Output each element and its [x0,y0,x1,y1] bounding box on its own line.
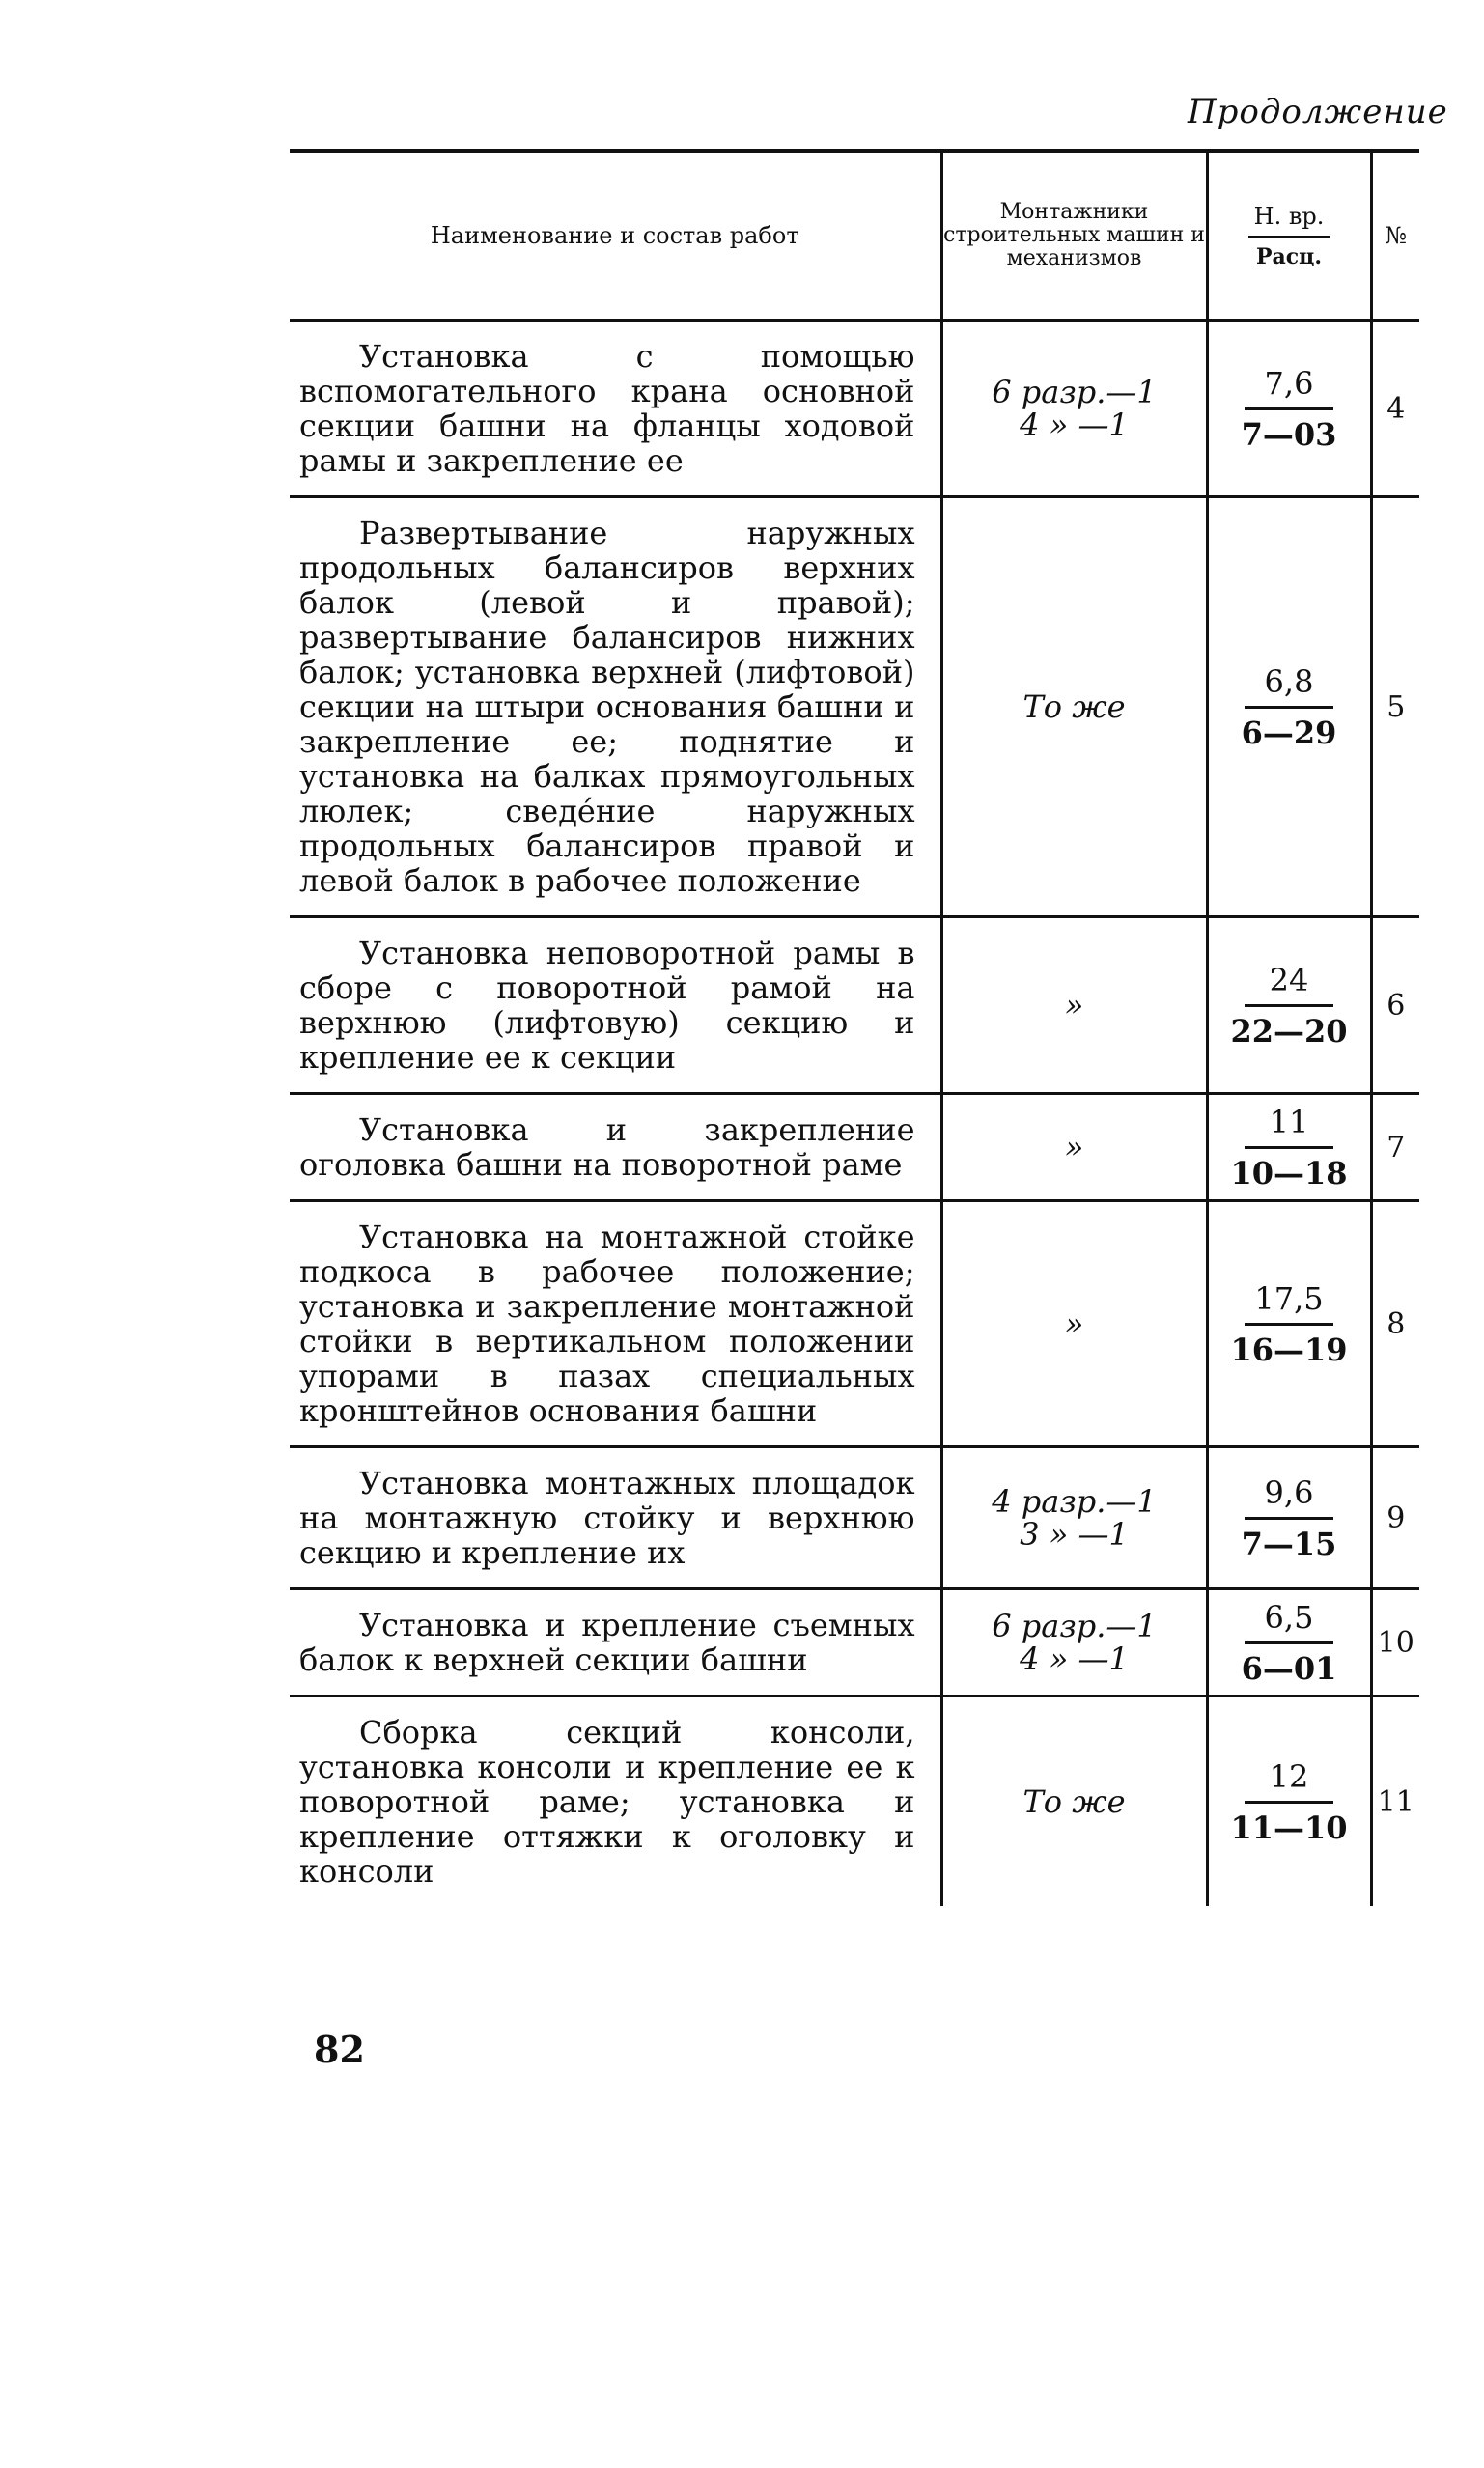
row-norm-rate [1207,1589,1371,1697]
row-workers-line1: 6 разр.—1 [992,1608,1157,1644]
row-workers [941,917,1207,1094]
row-norm: 11 [1245,1104,1333,1149]
row-norm: 6,5 [1245,1599,1333,1644]
page-number: 82 [314,2028,365,2071]
row-norm: 17,5 [1245,1280,1333,1326]
row-norm: 12 [1245,1758,1333,1804]
row-rate: 6—29 [1241,714,1337,751]
header-norm-top: Н. вр. [1248,203,1330,238]
row-description-text: Развертывание наружных продольных балансиров верхних балок (левой и правой); развертывание балансиров нижних балок; установка верхней (лифтовой) секции на штыри основания башни и закрепление ее; поднятие и установка на балках прямоугольных люлек; сведе́ние наружных продольных балансиров правой и левой балок в рабочее положение [299,515,915,899]
row-norm-rate [1207,321,1371,497]
table-header-row [290,153,1419,321]
row-number: 7 [1371,1094,1419,1201]
row-workers-line1: » [1064,1129,1084,1165]
row-workers [941,1697,1207,1907]
row-norm-rate [1207,917,1371,1094]
row-number: 9 [1371,1447,1419,1589]
work-norms-table [290,153,1419,1906]
row-workers-line1: То же [1022,1783,1126,1820]
row-norm: 9,6 [1245,1474,1333,1520]
row-number: 8 [1371,1201,1419,1447]
row-norm-rate [1207,1094,1371,1201]
row-number: 4 [1371,321,1419,497]
row-workers [941,1094,1207,1201]
row-description [290,1697,941,1907]
row-description [290,917,941,1094]
row-rate: 22—20 [1230,1012,1348,1050]
row-workers-line1: 6 разр.—1 [992,374,1157,410]
header-name: Наименование и состав работ [430,222,799,249]
header-num: № [1371,153,1419,321]
row-description [290,1447,941,1589]
row-norm: 6,8 [1245,663,1333,709]
row-number: 6 [1371,917,1419,1094]
row-norm-rate [1207,1447,1371,1589]
row-rate: 7—03 [1241,415,1337,453]
row-rate: 10—18 [1230,1154,1348,1192]
row-workers [941,497,1207,917]
row-description-text: Установка на монтажной стойке подкоса в рабочее положение; установка и закрепление монтажной стойки в вертикальном положении упорами в пазах специальных кронштейнов основания башни [299,1219,915,1429]
row-description-text: Сборка секций консоли, установка консоли и крепление ее к поворотной раме; установка и крепление оттяжки к оголовку и консоли [299,1714,915,1890]
row-rate: 7—15 [1241,1525,1337,1562]
row-description [290,1589,941,1697]
table-row [290,497,1419,917]
row-norm-rate [1207,497,1371,917]
row-norm-rate [1207,1697,1371,1907]
table-row [290,321,1419,497]
row-rate: 11—10 [1230,1809,1348,1846]
row-number: 10 [1371,1589,1419,1697]
row-workers [941,1589,1207,1697]
row-description-text: Установка и крепление съемных балок к верхней секции башни [299,1607,915,1678]
row-rate: 6—01 [1241,1649,1337,1687]
header-norm [1207,153,1371,321]
row-description [290,497,941,917]
row-workers-line2: 4 » —1 [1020,407,1129,443]
table-row [290,1447,1419,1589]
row-number: 11 [1371,1697,1419,1907]
header-norm-bottom: Расц. [1255,243,1323,269]
table-row [290,1589,1419,1697]
table-row [290,1094,1419,1201]
continued-label: Продолжение [1188,93,1448,131]
table-row [290,1201,1419,1447]
table-row [290,917,1419,1094]
row-description [290,1094,941,1201]
row-norm: 24 [1245,962,1333,1007]
row-workers-line2: 4 » —1 [1020,1641,1129,1677]
row-workers-line1: То же [1022,688,1126,725]
row-workers-line2: 3 » —1 [1020,1516,1129,1553]
row-description-text: Установка неповоротной рамы в сборе с поворотной рамой на верхнюю (лифтовую) секцию и крепление ее к секции [299,935,915,1076]
row-norm-rate [1207,1201,1371,1447]
row-workers [941,321,1207,497]
row-description-text: Установка монтажных площадок на монтажную стойку и верхнюю секцию и крепление их [299,1465,915,1571]
row-number: 5 [1371,497,1419,917]
header-workers: Монтажники строительных машин и механизмов [941,153,1207,321]
row-workers-line1: 4 разр.—1 [992,1483,1157,1520]
row-workers-line1: » [1064,1305,1084,1342]
row-workers-line1: » [1064,987,1084,1024]
row-description [290,321,941,497]
table-row [290,1697,1419,1907]
row-workers [941,1447,1207,1589]
row-norm: 7,6 [1245,365,1333,410]
row-description [290,1201,941,1447]
row-workers [941,1201,1207,1447]
row-description-text: Установка и закрепление оголовка башни на поворотной раме [299,1111,915,1183]
row-rate: 16—19 [1230,1331,1348,1368]
row-description-text: Установка с помощью вспомогательного крана основной секции башни на фланцы ходовой рамы и закрепление ее [299,338,915,479]
